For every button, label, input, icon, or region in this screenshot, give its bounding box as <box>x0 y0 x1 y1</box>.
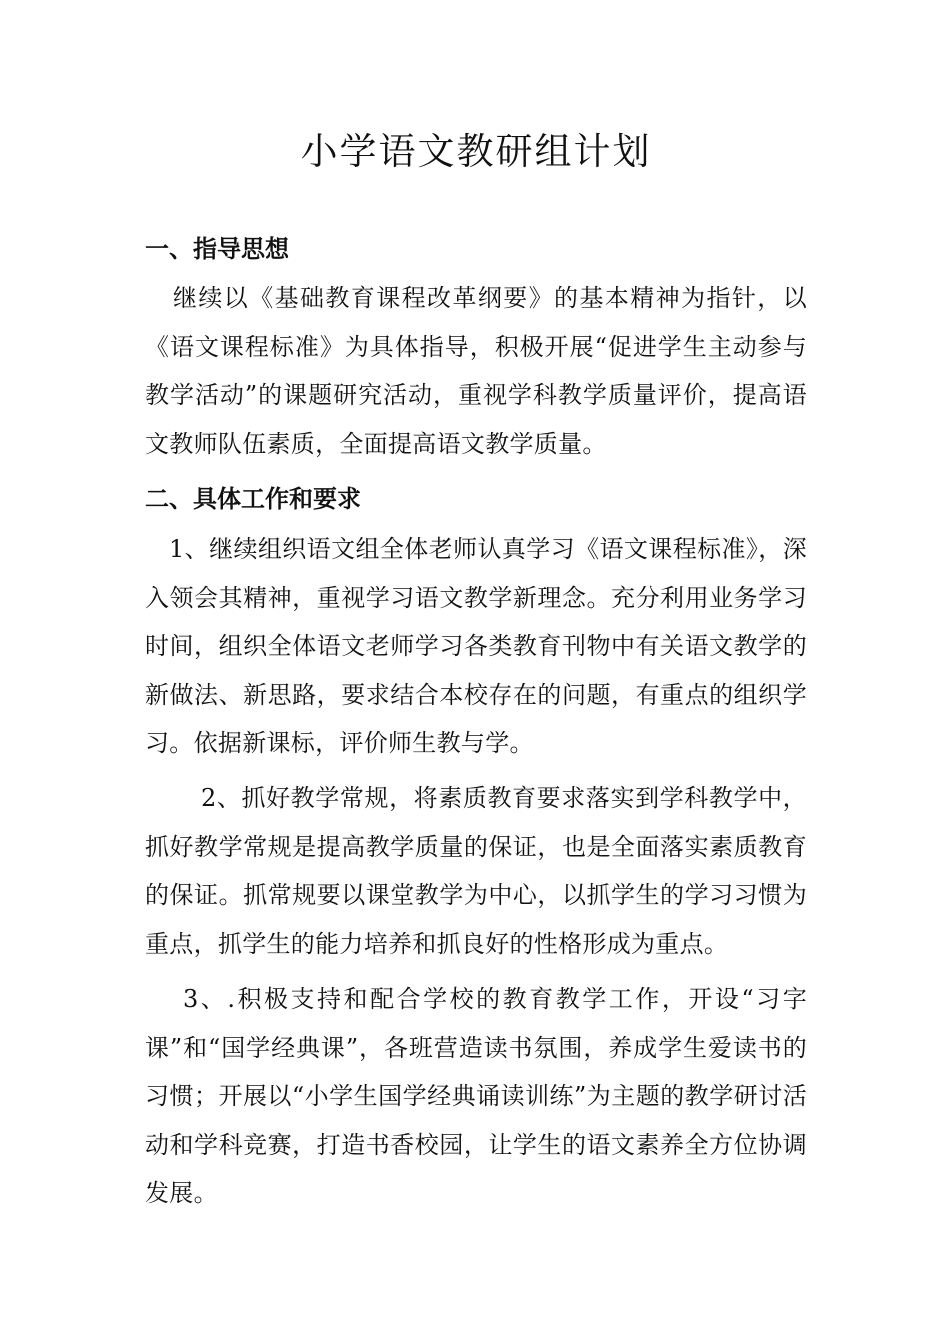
section-heading-work-requirements: 二、具体工作和要求 <box>145 485 361 513</box>
paragraph-requirement-1: 1、继续组织语文组全体老师认真学习《语文课程标准》，深入领会其精神，重视学习语文教学新理念。充分利用业务学习时间，组织全体语文老师学习各类教育刊物中有关语文教学的新做法、新思路，要求结合本校存在的问题，有重点的组织学习。依据新课标，评价师生教与学。 <box>145 535 807 758</box>
paragraph-guiding-thought: 继续以《基础教育课程改革纲要》的基本精神为指针，以《语文课程标准》为具体指导，积极开展“促进学生主动参与教学活动”的课题研究活动，重视学科教学质量评价，提高语文教师队伍素质，全面提高语文教学质量。 <box>145 284 807 458</box>
section-heading-guiding-thought: 一、指导思想 <box>145 235 289 263</box>
document-page <box>145 0 807 1344</box>
document-title: 小学语文教研组计划 <box>300 130 652 173</box>
paragraph-requirement-2: 2、抓好教学常规，将素质教育要求落实到学科教学中，抓好教学常规是提高教学质量的保证，也是全面落实素质教育的保证。抓常规要以课堂教学为中心，以抓学生的学习习惯为重点，抓学生的能力培养和抓良好的性格形成为重点。 <box>145 784 807 958</box>
paragraph-requirement-3: 3、.积极支持和配合学校的教育教学工作，开设“习字课”和“国学经典课”，各班营造读书氛围，养成学生爱读书的习惯；开展以“小学生国学经典诵读训练”为主题的教学研讨活动和学科竞赛，打造书香校园，让学生的语文素养全方位协调发展。 <box>145 985 807 1208</box>
